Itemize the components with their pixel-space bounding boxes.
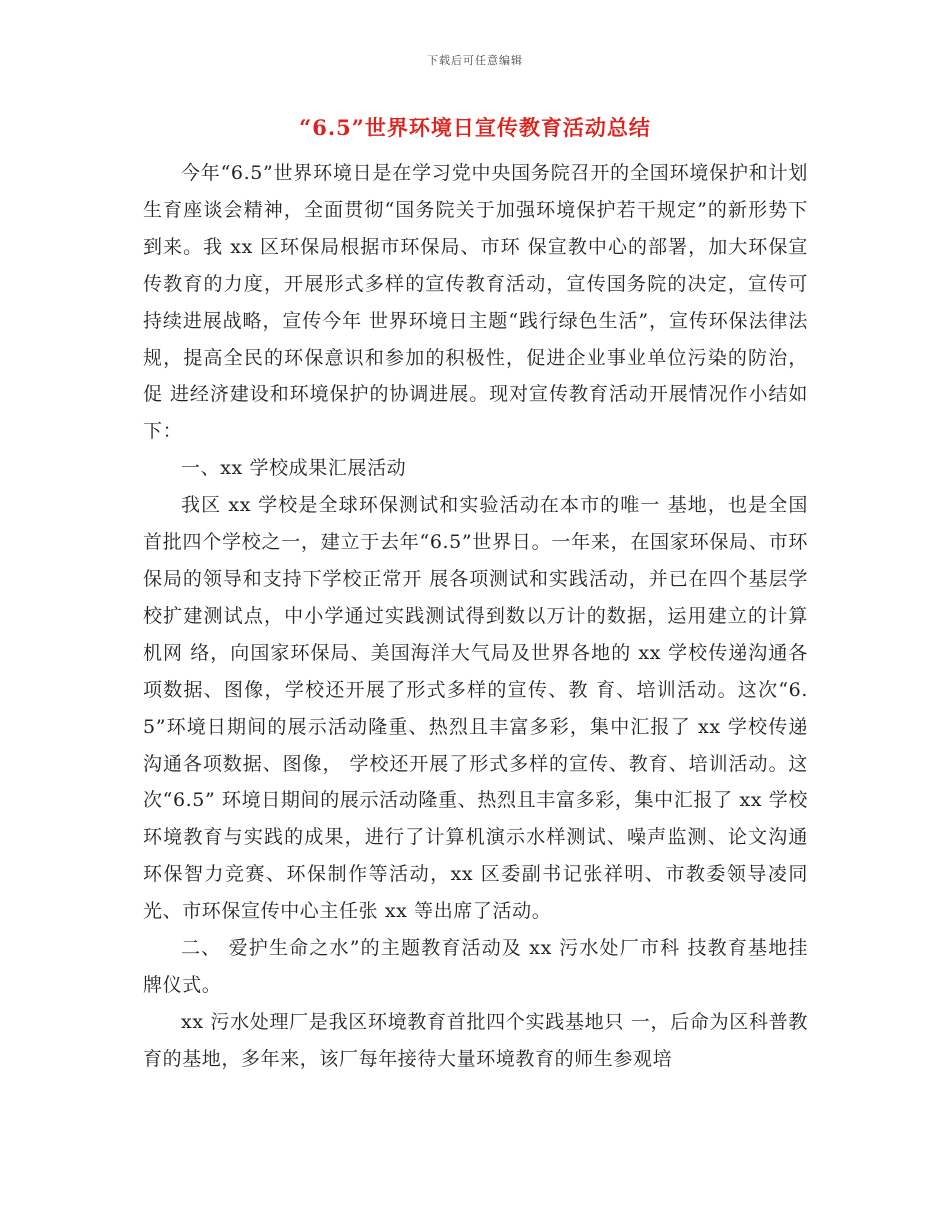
- header-note: 下载后可任意编辑: [427, 54, 523, 67]
- section-heading-1: 一、xx 学校成果汇展活动: [181, 457, 407, 480]
- paragraph-section-1: 我区 xx 学校是全球环保测试和实验活动在本市的唯一 基地，也是全国首批四个学校之一，建立于去年“6.5”世界日。一年来，在国家环保局、市环保局的领导和支持下学校正常开 展各项测试和实践活动，并已在四个基层学校扩建测试点，中小学通过实践测试得到数以万计的数据，运用建立的计算机网 络，向国家环保局、美国海洋大气局及世界各地的 xx 学校传递沟通各项数据、图像，学校还开展了形式多样的宣传、教 育、培训活动。这次“6.5”环境日期间的展示活动隆重、热烈且丰富多彩，集中汇报了 xx 学校传递沟通各项数据、图像， 学校还开展了形式多样的宣传、教育、培训活动。这次“6.5” 环境日期间的展示活动隆重、热烈且丰富多彩，集中汇报了 xx 学校环境教育与实践的成果，进行了计算机演示水样测试、噪声监测、论文沟通环保智力竞赛、环保制作等活动，xx 区委副书记张祥明、市教委领导凌同光、市环保宣传中心主任张 xx 等出席了活动。: [143, 494, 808, 923]
- document-title: “6.5”世界环境日宣传教育活动总结: [299, 115, 651, 140]
- document-body: [143, 155, 808, 1078]
- section-heading-2: 二、 爱护生命之水”的主题教育活动及 xx 污水处厂市科 技教育基地挂牌仪式。: [143, 937, 808, 996]
- paragraph-section-2: xx 污水处理厂是我区环境教育首批四个实践基地只 一，后命为区科普教育的基地，多年来，该厂每年接待大量环境教育的师生参观培: [143, 1010, 808, 1070]
- paragraph-intro: 今年“6.5”世界环境日是在学习党中央国务院召开的全国环境保护和计划生育座谈会精神，全面贯彻“国务院关于加强环境保护若干规定”的新形势下到来。我 xx 区环保局根据市环保局、市环 保宣教中心的部署，加大环保宣传教育的力度，开展形式多样的宣传教育活动，宣传国务院的决定，宣传可持续进展战略，宣传今年 世界环境日主题“践行绿色生活”，宣传环保法律法规，提高全民的环保意识和参加的积极性，促进企业事业单位污染的防治，促 进经济建设和环境保护的协调进展。现对宣传教育活动开展情况作小结如下：: [143, 162, 808, 443]
